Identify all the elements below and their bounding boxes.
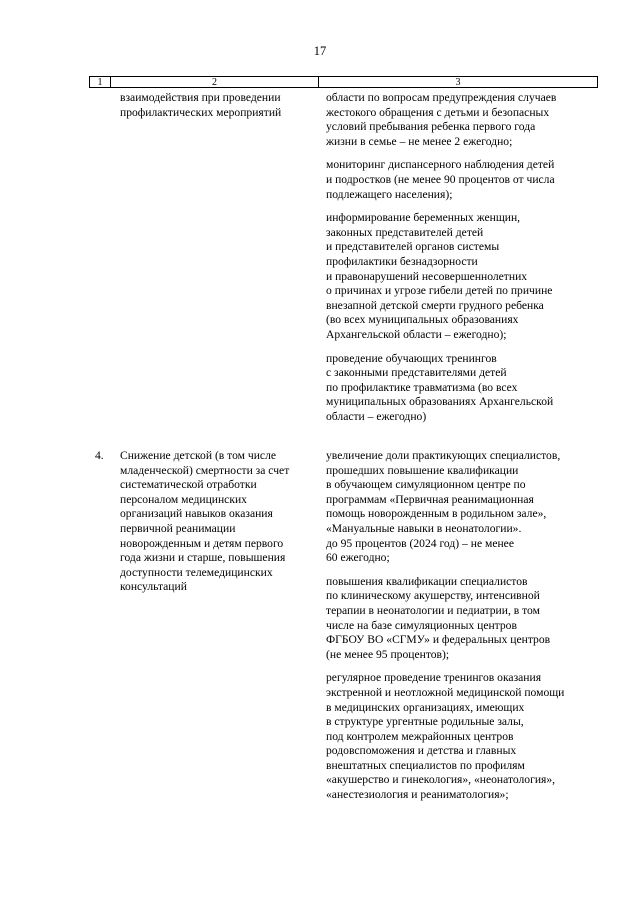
- text-line: с законными представителями детей: [326, 366, 507, 380]
- text-line: законных представителей детей: [326, 225, 484, 239]
- row-continuation-col3: [326, 91, 598, 424]
- result-paragraph: [326, 91, 598, 149]
- text-line: новорожденным и детям первого: [120, 536, 284, 550]
- text-line: и подростков (не менее 90 процентов от числа: [326, 172, 555, 186]
- row-4-col2: [120, 449, 318, 595]
- text-line: прошедших повышение квалификации: [326, 463, 519, 477]
- header-col-2: 2: [111, 77, 319, 87]
- result-paragraph: [326, 449, 598, 566]
- text-line: информирование беременных женщин,: [326, 211, 521, 225]
- result-paragraph: [326, 671, 598, 802]
- text-line: по клиническому акушерству, интенсивной: [326, 589, 540, 603]
- text-line: первичной реанимации: [120, 521, 236, 535]
- result-paragraph: [326, 158, 598, 202]
- text-line: персоналом медицинских: [120, 492, 247, 506]
- text-line: младенческой) смертности за счет: [120, 463, 290, 477]
- text-line: области – ежегодно): [326, 409, 427, 423]
- text-line: родовспоможения и детства и главных: [326, 744, 517, 758]
- text-line: экстренной и неотложной медицинской помощи: [326, 685, 565, 699]
- text-line: по профилактике травматизма (во всех: [326, 380, 518, 394]
- page-number: 17: [313, 44, 327, 58]
- text-line: мониторинг диспансерного наблюдения детей: [326, 158, 555, 172]
- text-line: Снижение детской (в том числе: [120, 449, 277, 462]
- text-line: терапии в неонатологии и педиатрии, в том: [326, 603, 540, 617]
- text-line: проведение обучающих тренингов: [326, 351, 497, 365]
- text-line: и правонарушений несовершеннолетних: [326, 269, 528, 283]
- text-line: организаций навыков оказания: [120, 507, 273, 521]
- result-paragraph: [326, 575, 598, 663]
- text-line: в медицинских организациях, имеющих: [326, 700, 525, 714]
- row-4-col3: [326, 449, 598, 803]
- text-line: программам «Первичная реанимационная: [326, 492, 534, 506]
- text-line: 60 ежегодно;: [326, 551, 390, 565]
- text-line: помощь новорожденным в родильном зале»,: [326, 507, 547, 521]
- activity-text: [120, 449, 318, 595]
- text-line: муниципальных образованиях Архангельской: [326, 395, 554, 409]
- text-line: взаимодействия при проведении: [120, 91, 281, 104]
- row-number: 4.: [95, 449, 104, 462]
- text-line: подлежащего населения);: [326, 187, 453, 201]
- text-line: профилактических мероприятий: [120, 105, 282, 119]
- text-line: регулярное проведение тренингов оказания: [326, 671, 542, 685]
- table-header-row: [89, 76, 598, 88]
- header-col-3: 3: [455, 77, 461, 88]
- text-line: и представителей органов системы: [326, 240, 500, 254]
- text-line: под контролем межрайонных центров: [326, 729, 514, 743]
- text-line: ФГБОУ ВО «СГМУ» и федеральных центров: [326, 633, 551, 647]
- row-continuation-col2: [120, 91, 318, 120]
- result-paragraph: [326, 211, 598, 342]
- text-line: (во всех муниципальных образованиях: [326, 313, 519, 327]
- text-line: внезапной детской смерти грудного ребенка: [326, 298, 544, 312]
- text-line: в структуре ургентные родильные залы,: [326, 715, 524, 729]
- text-line: до 95 процентов (2024 год) – не менее: [326, 536, 514, 550]
- text-line: доступности телемедицинских: [120, 565, 273, 579]
- text-line: Архангельской области – ежегодно);: [326, 327, 507, 341]
- text-line: числе на базе симуляционных центров: [326, 618, 517, 632]
- text-line: условий пребывания ребенка первого года: [326, 120, 536, 134]
- text-line: консультаций: [120, 580, 187, 594]
- text-line: о причинах и угрозе гибели детей по причине: [326, 284, 553, 298]
- header-col-1: 1: [90, 77, 111, 87]
- text-line: области по вопросам предупреждения случаев: [326, 91, 557, 104]
- text-line: «Мануальные навыки в неонатологии».: [326, 521, 522, 535]
- text-line: внештатных специалистов по профилям: [326, 758, 525, 772]
- text-line: систематической отработки: [120, 478, 257, 492]
- text-line: жестокого обращения с детьми и безопасных: [326, 105, 550, 119]
- text-line: в обучающем симуляционном центре по: [326, 478, 526, 492]
- activity-text: [120, 91, 318, 120]
- text-line: «анестезиология и реаниматология»;: [326, 788, 509, 802]
- text-line: увеличение доли практикующих специалистов,: [326, 449, 561, 462]
- text-line: жизни в семье – не менее 2 ежегодно;: [326, 134, 513, 148]
- text-line: года жизни и старше, повышения: [120, 551, 286, 565]
- text-line: профилактики безнадзорности: [326, 254, 478, 268]
- text-line: «акушерство и гинекология», «неонатология»,: [326, 773, 556, 787]
- text-line: повышения квалификации специалистов: [326, 574, 528, 588]
- result-paragraph: [326, 352, 598, 425]
- text-line: (не менее 95 процентов);: [326, 647, 450, 661]
